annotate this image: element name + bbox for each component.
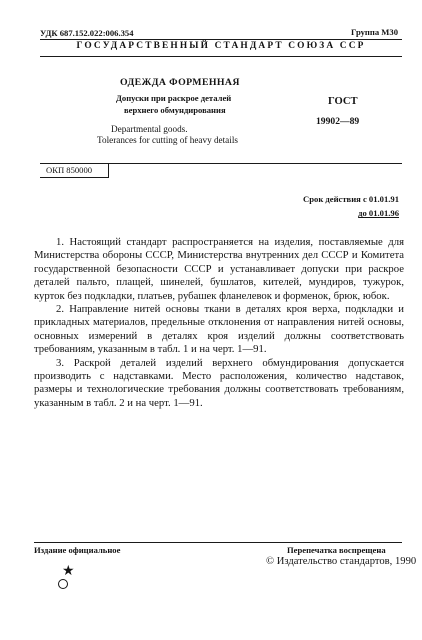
reprint-prohibited-label: Перепечатка воспрещена bbox=[287, 545, 386, 555]
top-rule bbox=[40, 39, 402, 40]
footer-rule bbox=[34, 542, 402, 543]
document-title: ОДЕЖДА ФОРМЕННАЯ bbox=[120, 77, 240, 88]
group-code: Группа М30 bbox=[351, 27, 398, 37]
star-icon: ★ bbox=[62, 564, 75, 579]
udk-code: УДК 687.152.022:006.354 bbox=[40, 28, 134, 38]
okp-box-side bbox=[108, 164, 109, 178]
banner-rule bbox=[40, 56, 402, 57]
okp-box-underline bbox=[40, 177, 108, 178]
english-title-line-2: Tolerances for cutting of heavy details bbox=[97, 135, 238, 145]
paragraph-1: 1. Настоящий стандарт распространяется на изделия, поставляемые для Министерства обороны СССР, Министерства внутренних дел СССР и Комитета государственной безопасности СССР и устанавливает допуски при раскрое деталей пальто, плащей, шинелей, бушлатов, кителей, мундиров, тужурок, курток без подкладки, платьев, рубашек фланелевок и форменок, брюк, юбок. bbox=[34, 236, 404, 302]
english-title-line-1: Departmental goods. bbox=[111, 124, 188, 134]
gost-number: 19902—89 bbox=[316, 116, 360, 127]
circle-icon bbox=[58, 579, 68, 589]
standard-body bbox=[34, 236, 404, 410]
subtitle-line-2: верхнего обмундирования bbox=[124, 105, 226, 115]
validity-end: до 01.01.96 bbox=[358, 208, 399, 218]
copyright-notice: © Издательство стандартов, 1990 bbox=[266, 556, 417, 567]
state-standard-banner: ГОСУДАРСТВЕННЫЙ СТАНДАРТ СОЮЗА ССР bbox=[76, 41, 366, 51]
validity-start: Срок действия с 01.01.91 bbox=[303, 194, 399, 204]
official-edition-label: Издание официальное bbox=[34, 545, 121, 555]
paragraph-2: 2. Направление нитей основы ткани в деталях кроя верха, подкладки и прикладных материалов, предельные отклонения от направления нитей основы, основных измерений в деталях кроя изделий должны соответствовать требованиям, указанным в табл. 1 и на черт. 1—91. bbox=[34, 303, 404, 356]
title-bottom-rule bbox=[40, 163, 402, 164]
validity-period bbox=[303, 192, 399, 220]
gost-label: ГОСТ bbox=[328, 96, 358, 107]
okp-code: ОКП 850000 bbox=[46, 165, 93, 175]
paragraph-3: 3. Раскрой деталей изделий верхнего обмундирования допускается производить с надставками. Место расположения, количество надставок, размеры и технологические требования должны соответствовать требованиям, указанным в табл. 2 и на черт. 1—91. bbox=[34, 356, 404, 409]
subtitle-line-1: Допуски при раскрое деталей bbox=[116, 93, 232, 103]
